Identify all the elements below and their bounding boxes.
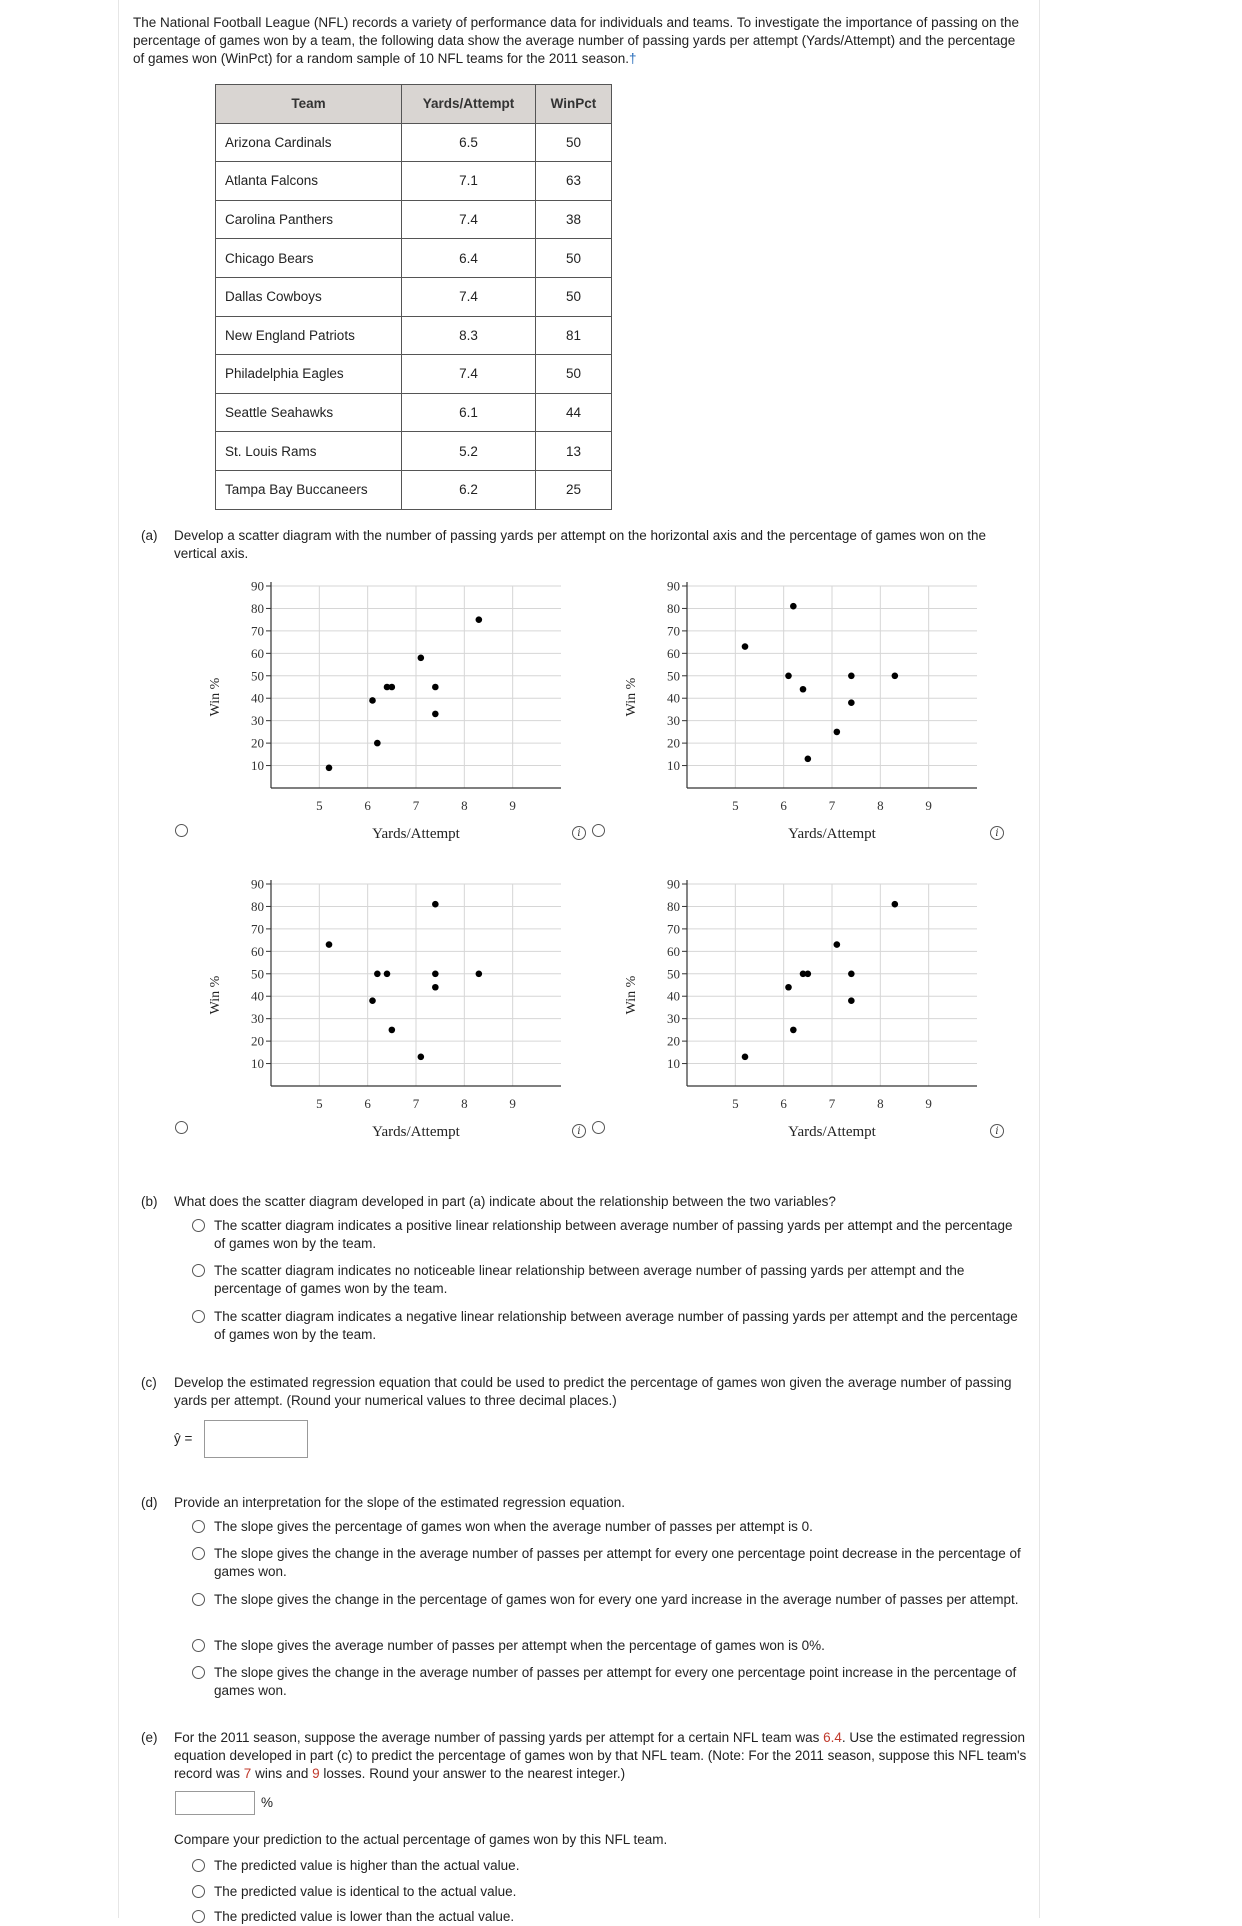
radio-button[interactable] [192, 1666, 205, 1679]
table-row [216, 123, 612, 162]
part-e-option-3[interactable] [192, 1908, 1027, 1926]
y-tick-label: 50 [251, 966, 264, 982]
cell-team: Tampa Bay Buccaneers [216, 470, 402, 509]
cell-team: Seattle Seahawks [216, 393, 402, 432]
radio-button[interactable] [192, 1219, 205, 1232]
table-row [216, 316, 612, 355]
option-text: The slope gives the percentage of games won when the average number of passes per attempt is 0. [214, 1519, 813, 1534]
table-row [216, 393, 612, 432]
y-tick-label: 80 [251, 898, 264, 914]
y-tick-label: 50 [667, 668, 680, 684]
option-text: The predicted value is identical to the actual value. [214, 1884, 517, 1899]
table-row [216, 277, 612, 316]
y-tick-label: 60 [251, 645, 264, 661]
cell-yards: 8.3 [402, 316, 536, 355]
table-row [216, 239, 612, 278]
data-point [790, 1027, 797, 1034]
y-tick-label: 80 [667, 600, 680, 616]
x-tick-label: 8 [877, 798, 884, 813]
radio-button[interactable] [192, 1859, 205, 1872]
option-text: The slope gives the average number of passes per attempt when the percentage of games won is 0%. [214, 1638, 825, 1653]
part-e-compare-text: Compare your prediction to the actual percentage of games won by this NFL team. [174, 1832, 668, 1847]
data-point [742, 1054, 749, 1061]
cell-team: Philadelphia Eagles [216, 355, 402, 394]
cell-winpct: 25 [536, 470, 612, 509]
part-e-losses-value: 9 [312, 1766, 320, 1781]
intro-paragraph [133, 14, 1023, 68]
scatter-svg [191, 572, 571, 852]
cell-winpct: 13 [536, 432, 612, 471]
chart-4-info-icon[interactable]: i [990, 1124, 1004, 1138]
y-tick-label: 80 [251, 600, 264, 616]
part-d-option-2[interactable] [192, 1545, 1027, 1581]
x-tick-label: 5 [732, 1096, 739, 1111]
part-e-option-2[interactable] [192, 1883, 1027, 1901]
part-d-option-4[interactable] [192, 1637, 1027, 1655]
chart-2-info-icon[interactable]: i [990, 826, 1004, 840]
y-tick-label: 70 [667, 921, 680, 937]
data-point [326, 765, 333, 772]
part-d-option-5[interactable] [192, 1664, 1027, 1700]
x-tick-label: 8 [877, 1096, 884, 1111]
y-tick-label: 70 [667, 623, 680, 639]
x-axis-title: Yards/Attempt [788, 826, 876, 842]
data-point [476, 970, 483, 977]
chart-3-info-icon[interactable]: i [572, 1124, 586, 1138]
predicted-winpct-input[interactable] [175, 1791, 255, 1815]
data-point [326, 941, 333, 948]
option-text: The slope gives the change in the average number of passes per attempt for every one percentage point increase in the percentage of games won. [214, 1665, 1017, 1698]
option-text: The scatter diagram indicates a positive linear relationship between average number of passing yards per attempt and the percentage of games won by the team. [214, 1218, 1013, 1251]
y-tick-label: 60 [667, 645, 680, 661]
radio-button[interactable] [192, 1520, 205, 1533]
option-text: The predicted value is higher than the actual value. [214, 1858, 520, 1873]
part-d-option-3[interactable] [192, 1591, 1027, 1609]
table-row [216, 355, 612, 394]
part-c-question: Develop the estimated regression equation that could be used to predict the percentage of games won given the average number of passing yards per attempt. (Round your numerical values to three decimal places.) [174, 1375, 1012, 1408]
cell-yards: 6.4 [402, 239, 536, 278]
percent-unit: % [261, 1795, 274, 1810]
yhat-label: ŷ = [174, 1431, 193, 1446]
cell-yards: 6.2 [402, 470, 536, 509]
cell-winpct: 38 [536, 200, 612, 239]
y-axis-title: Win % [208, 677, 223, 717]
table-row [216, 432, 612, 471]
chart-1-info-icon[interactable]: i [572, 826, 586, 840]
part-b-option-3[interactable] [192, 1308, 1027, 1344]
scatter-svg [191, 870, 571, 1150]
cell-yards: 7.4 [402, 200, 536, 239]
data-point [389, 684, 396, 691]
chart-option-3-radio[interactable] [175, 1121, 188, 1134]
data-point [384, 970, 391, 977]
y-tick-label: 40 [251, 988, 264, 1004]
cell-yards: 5.2 [402, 432, 536, 471]
y-tick-label: 10 [667, 758, 680, 774]
cell-yards: 7.1 [402, 162, 536, 201]
data-point [432, 970, 439, 977]
data-point [432, 901, 439, 908]
y-tick-label: 40 [667, 988, 680, 1004]
cell-winpct: 50 [536, 277, 612, 316]
cell-team: Chicago Bears [216, 239, 402, 278]
col-winpct: WinPct [536, 85, 612, 124]
scatter-chart-2 [607, 572, 987, 852]
part-a-label: (a) [141, 528, 158, 543]
part-e-text-3: wins and [255, 1766, 309, 1781]
y-tick-label: 60 [667, 943, 680, 959]
y-tick-label: 30 [667, 713, 680, 729]
part-e-text-4: losses. Round your answer to the nearest integer.) [323, 1766, 626, 1781]
part-b-question: What does the scatter diagram developed in part (a) indicate about the relationship between the two variables? [174, 1194, 836, 1209]
option-text: The slope gives the change in the percentage of games won for every one yard increase in the average number of passes per attempt. [214, 1592, 1019, 1607]
col-team: Team [216, 85, 402, 124]
y-tick-label: 30 [667, 1011, 680, 1027]
x-tick-label: 7 [412, 1096, 420, 1111]
y-tick-label: 40 [251, 690, 264, 706]
data-point [805, 970, 812, 977]
y-tick-label: 90 [667, 876, 680, 892]
part-e-ypa-value: 6.4 [823, 1730, 842, 1745]
cell-winpct: 50 [536, 355, 612, 394]
chart-option-4-radio[interactable] [592, 1121, 605, 1134]
data-point [742, 643, 749, 650]
y-tick-label: 20 [667, 1033, 680, 1049]
radio-button[interactable] [192, 1593, 205, 1606]
part-a-text: Develop a scatter diagram with the number of passing yards per attempt on the horizontal axis and the percentage of games won on the vertical axis. [174, 528, 986, 561]
data-point [892, 672, 899, 679]
y-tick-label: 90 [251, 578, 264, 594]
cell-winpct: 50 [536, 123, 612, 162]
data-point [432, 684, 439, 691]
y-axis-title: Win % [208, 975, 223, 1015]
data-point [369, 697, 376, 704]
x-tick-label: 5 [732, 798, 739, 813]
x-tick-label: 9 [509, 798, 516, 813]
footnote-link[interactable]: † [628, 51, 637, 66]
scatter-chart-4 [607, 870, 987, 1150]
data-point [389, 1027, 396, 1034]
col-yards-attempt: Yards/Attempt [402, 85, 536, 124]
cell-team: New England Patriots [216, 316, 402, 355]
option-text: The scatter diagram indicates a negative linear relationship between average number of passing yards per attempt and the percentage of games won by the team. [214, 1309, 1018, 1342]
part-b-label: (b) [141, 1194, 158, 1209]
data-point [418, 1054, 425, 1061]
option-text: The predicted value is lower than the actual value. [214, 1909, 515, 1924]
option-text: The slope gives the change in the average number of passes per attempt for every one percentage point decrease in the percentage of games won. [214, 1546, 1021, 1579]
y-axis-title: Win % [624, 975, 639, 1015]
data-point [369, 997, 376, 1004]
intro-text: The National Football League (NFL) records a variety of performance data for individuals and teams. To investigate the importance of passing on the percentage of games won by a team, the following data show the average number of passing yards per attempt (Yards/Attempt) and the percentage of games won (WinPct) for a random sample of 10 NFL teams for the 2011 season. [133, 15, 1019, 66]
x-tick-label: 9 [509, 1096, 516, 1111]
y-tick-label: 10 [667, 1056, 680, 1072]
x-tick-label: 7 [828, 1096, 836, 1111]
cell-yards: 7.4 [402, 277, 536, 316]
cell-winpct: 63 [536, 162, 612, 201]
x-axis-title: Yards/Attempt [372, 826, 460, 842]
chart-option-2-radio[interactable] [592, 824, 605, 837]
data-point [892, 901, 899, 908]
radio-button[interactable] [192, 1910, 205, 1923]
x-tick-label: 7 [828, 798, 836, 813]
y-tick-label: 60 [251, 943, 264, 959]
data-point [785, 984, 792, 991]
part-e-option-1[interactable] [192, 1857, 1027, 1875]
y-tick-label: 50 [251, 668, 264, 684]
chart-option-1-radio[interactable] [175, 824, 188, 837]
part-e-wins-value: 7 [243, 1766, 252, 1781]
part-d-option-1[interactable] [192, 1518, 1027, 1536]
table-row [216, 200, 612, 239]
x-tick-label: 5 [316, 798, 323, 813]
data-point [848, 970, 855, 977]
part-e-label: (e) [141, 1730, 158, 1745]
x-tick-label: 9 [925, 1096, 932, 1111]
y-tick-label: 80 [667, 898, 680, 914]
cell-yards: 6.1 [402, 393, 536, 432]
data-point [432, 984, 439, 991]
cell-team: Dallas Cowboys [216, 277, 402, 316]
part-e-text-2: . Use the estimated regression equation developed in part (c) to predict the percentage of games won by that NFL team. (Note: For the 2011 season, suppose this NFL team's record was [174, 1730, 1027, 1781]
data-point [785, 672, 792, 679]
x-tick-label: 8 [461, 798, 468, 813]
data-point [790, 603, 797, 610]
x-tick-label: 8 [461, 1096, 468, 1111]
x-tick-label: 7 [412, 798, 420, 813]
data-point [805, 756, 812, 763]
y-tick-label: 30 [251, 713, 264, 729]
table-header-row [216, 85, 612, 124]
y-tick-label: 70 [251, 921, 264, 937]
scatter-svg [607, 572, 987, 852]
part-e-question [174, 1729, 1029, 1783]
part-d-question: Provide an interpretation for the slope of the estimated regression equation. [174, 1495, 626, 1510]
x-tick-label: 6 [780, 798, 787, 813]
y-tick-label: 20 [251, 1033, 264, 1049]
part-b-option-2[interactable] [192, 1262, 1027, 1298]
x-axis-title: Yards/Attempt [788, 1124, 876, 1140]
y-tick-label: 90 [251, 876, 264, 892]
question-panel [118, 0, 1040, 1924]
y-tick-label: 40 [667, 690, 680, 706]
y-tick-label: 50 [667, 966, 680, 982]
data-point [374, 970, 381, 977]
part-b-option-1[interactable] [192, 1217, 1027, 1253]
y-tick-label: 90 [667, 578, 680, 594]
radio-button[interactable] [192, 1639, 205, 1652]
cell-team: Arizona Cardinals [216, 123, 402, 162]
regression-equation-input[interactable] [204, 1420, 308, 1458]
x-axis-title: Yards/Attempt [372, 1124, 460, 1140]
data-point [834, 729, 841, 736]
part-c-label: (c) [141, 1375, 157, 1390]
y-tick-label: 20 [667, 735, 680, 751]
data-point [418, 655, 425, 662]
radio-button[interactable] [192, 1264, 205, 1277]
y-tick-label: 10 [251, 758, 264, 774]
x-tick-label: 6 [364, 798, 371, 813]
y-axis-title: Win % [624, 677, 639, 717]
part-e-text-1: For the 2011 season, suppose the average number of passing yards per attempt for a certain NFL team was [174, 1730, 820, 1745]
radio-button[interactable] [192, 1885, 205, 1898]
y-tick-label: 20 [251, 735, 264, 751]
table-row [216, 470, 612, 509]
cell-winpct: 81 [536, 316, 612, 355]
radio-button[interactable] [192, 1310, 205, 1323]
table-row [216, 162, 612, 201]
part-d-label: (d) [141, 1495, 158, 1510]
data-point [374, 740, 381, 747]
x-tick-label: 9 [925, 798, 932, 813]
cell-winpct: 50 [536, 239, 612, 278]
radio-button[interactable] [192, 1547, 205, 1560]
cell-team: Carolina Panthers [216, 200, 402, 239]
data-point [800, 686, 807, 693]
data-point [834, 941, 841, 948]
data-point [432, 711, 439, 718]
data-point [848, 699, 855, 706]
cell-yards: 6.5 [402, 123, 536, 162]
scatter-chart-1 [191, 572, 571, 852]
data-point [848, 672, 855, 679]
data-point [848, 997, 855, 1004]
y-tick-label: 10 [251, 1056, 264, 1072]
x-tick-label: 5 [316, 1096, 323, 1111]
x-tick-label: 6 [364, 1096, 371, 1111]
scatter-svg [607, 870, 987, 1150]
option-text: The scatter diagram indicates no noticeable linear relationship between average number of passing yards per attempt and the percentage of games won by the team. [214, 1263, 965, 1296]
data-table [215, 84, 612, 510]
cell-winpct: 44 [536, 393, 612, 432]
y-tick-label: 30 [251, 1011, 264, 1027]
data-point [476, 616, 483, 623]
cell-team: Atlanta Falcons [216, 162, 402, 201]
x-tick-label: 6 [780, 1096, 787, 1111]
y-tick-label: 70 [251, 623, 264, 639]
scatter-chart-3 [191, 870, 571, 1150]
cell-yards: 7.4 [402, 355, 536, 394]
cell-team: St. Louis Rams [216, 432, 402, 471]
